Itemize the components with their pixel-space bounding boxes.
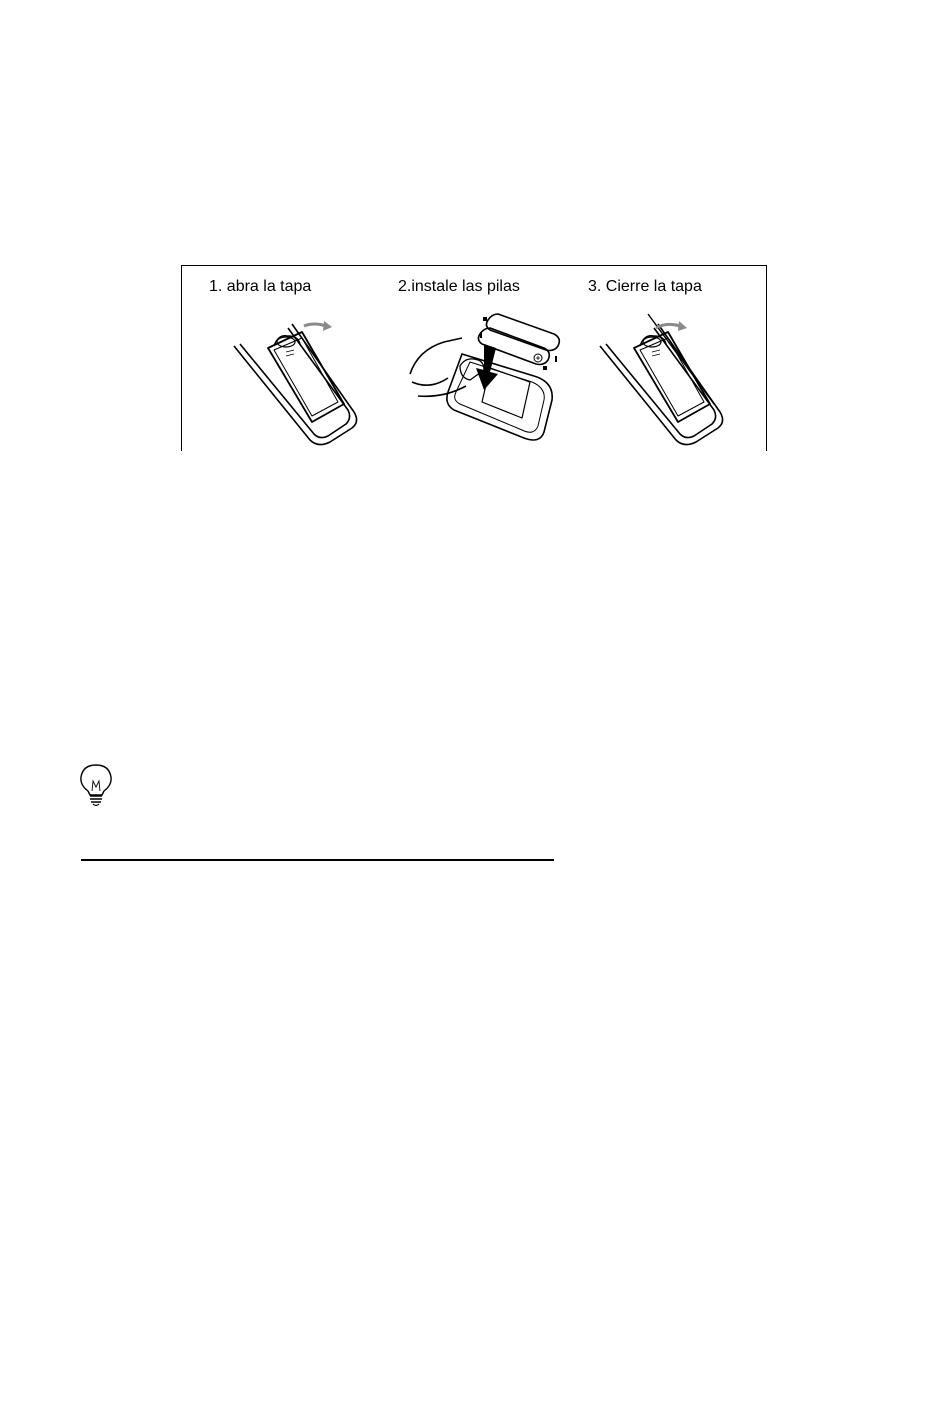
step-3-label: 3. Cierre la tapa	[588, 278, 702, 295]
remote-close-cover-illustration	[596, 306, 736, 446]
lightbulb-icon	[75, 763, 117, 809]
battery-installation-figure	[181, 265, 767, 451]
step-2-label: 2.instale las pilas	[398, 278, 520, 295]
remote-insert-batteries-illustration	[404, 306, 569, 451]
remote-open-cover-illustration	[222, 306, 362, 446]
section-divider	[81, 859, 554, 861]
step-1-label: 1. abra la tapa	[209, 278, 312, 295]
